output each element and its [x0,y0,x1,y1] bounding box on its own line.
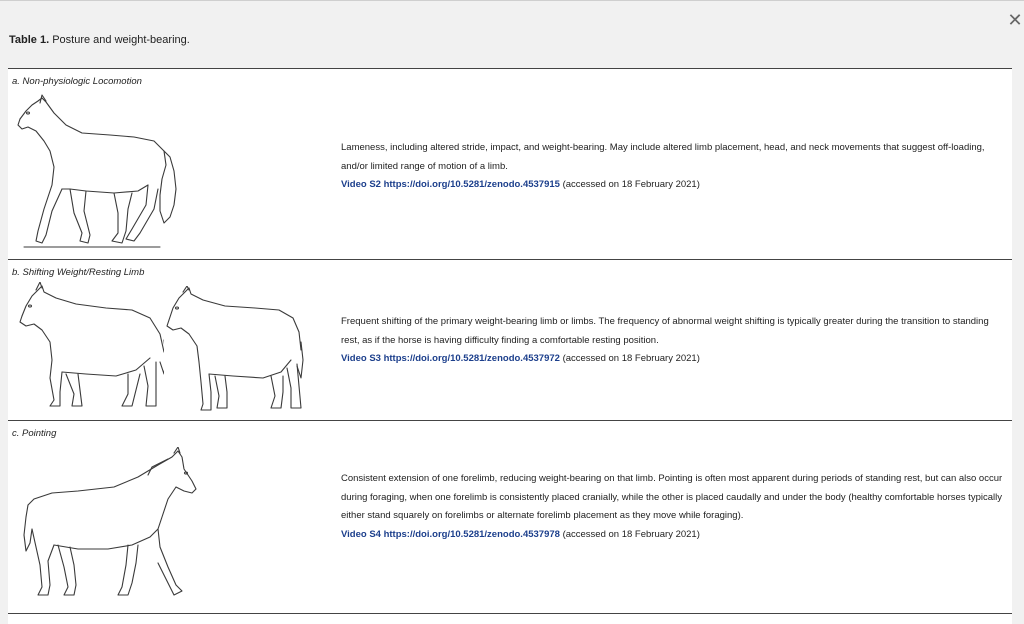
row-video-line [341,526,1006,545]
horse-shifting-right-illustration [163,286,311,412]
video-label[interactable]: Video S4 [341,528,381,540]
table-title: Posture and weight-bearing. [52,34,190,46]
row-description [341,313,1001,369]
table-row [8,260,1012,421]
top-border [0,0,1024,1]
accessed-note: (accessed on 18 February 2021) [562,353,700,364]
row-label: b. Shifting Weight/Resting Limb [12,267,145,278]
accessed-note: (accessed on 18 February 2021) [562,179,700,190]
accessed-note: (accessed on 18 February 2021) [562,528,700,540]
row-description [341,470,1006,544]
horse-shifting-left-illustration [16,282,164,412]
row-label: a. Non-physiologic Locomotion [12,76,142,87]
row-text: Frequent shifting of the primary weight-bearing limb or limbs. The frequency of abnormal weight shifting is typically greater during the transition to standing rest, as if the horse is having difficulty finding a comfortable resting position. [341,316,989,346]
video-link[interactable]: https://doi.org/10.5281/zenodo.4537978 [383,528,560,540]
row-video-line [341,176,1001,195]
horse-pointing-illustration [18,447,198,605]
row-description [341,139,1001,195]
posture-table [8,68,1012,624]
video-link[interactable]: https://doi.org/10.5281/zenodo.4537915 [383,179,560,190]
video-label[interactable]: Video S3 [341,353,381,364]
video-label[interactable]: Video S2 [341,179,381,190]
table-row [8,69,1012,260]
video-link[interactable]: https://doi.org/10.5281/zenodo.4537972 [383,353,560,364]
table-label: Table 1. [9,34,50,46]
row-text: Lameness, including altered stride, impact, and weight-bearing. May include altered limb placement, head, and neck movements that suggest off-loading, and/or limited range of motion of a limb. [341,142,985,172]
row-video-line [341,350,1001,369]
horse-locomotion-illustration [14,93,184,253]
table-row [8,421,1012,614]
table-caption [9,34,190,46]
row-text: Consistent extension of one forelimb, reducing weight-bearing on that limb. Pointing is often most apparent during periods of standing rest, but can also occur during foraging, when one forelimb is consistently placed cranially, while the other is placed caudally and under the body (healthy comfortable horses typically either stand squarely on forelimbs or alternate forelimb placement as they move while foraging). [341,473,1003,521]
row-label: c. Pointing [12,428,57,439]
close-icon[interactable]: ✕ [1007,10,1023,30]
